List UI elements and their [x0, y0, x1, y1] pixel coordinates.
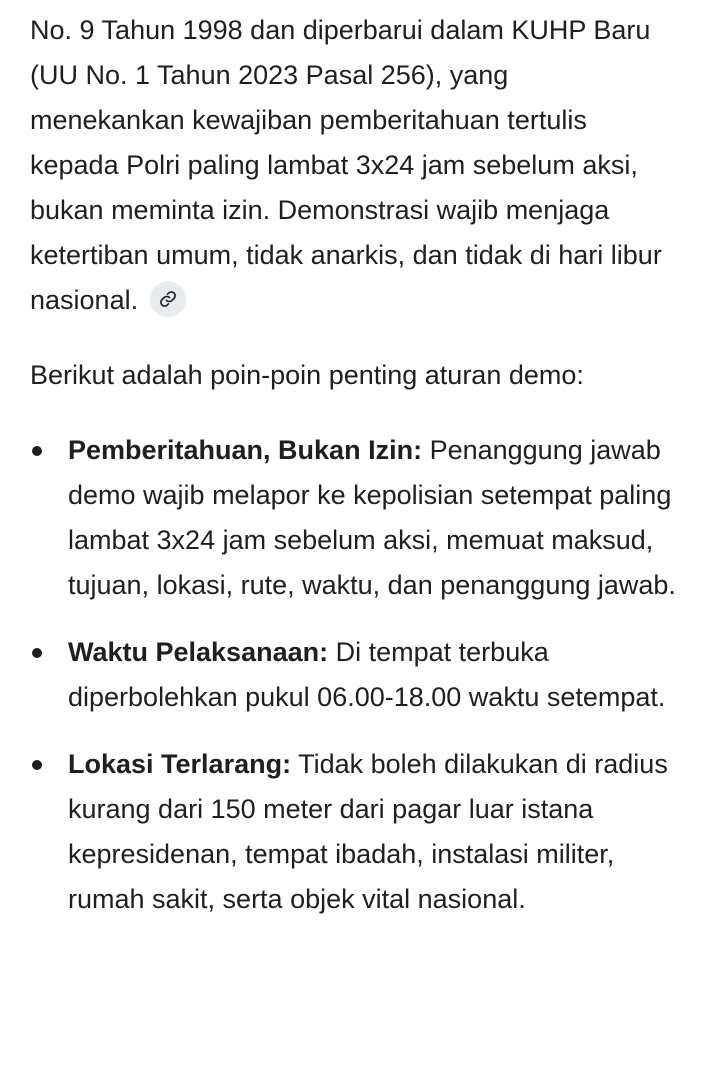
list-item-title: Pemberitahuan, Bukan Izin:: [68, 435, 423, 465]
response-content: [30, 8, 680, 944]
points-intro: Berikut adalah poin-poin penting aturan demo:: [30, 360, 584, 390]
list-item-text: Penanggung jawab demo wajib melapor ke kepolisian setempat paling lambat 3x24 jam sebelum aksi, memuat maksud, tujuan, lokasi, rute, waktu, dan penanggung jawab.: [68, 435, 676, 600]
bullet-icon: [32, 648, 42, 658]
bullet-icon: [32, 446, 42, 456]
list-item-text: Tidak boleh dilakukan di radius kurang dari 150 meter dari pagar luar istana kepresidenan, tempat ibadah, instalasi militer, rumah sakit, serta objek vital nasional.: [68, 749, 668, 914]
source-link-button[interactable]: [150, 281, 186, 317]
list-item-text: Di tempat terbuka diperbolehkan pukul 06.00-18.00 waktu setempat.: [68, 637, 666, 712]
list-item-title: Waktu Pelaksanaan:: [68, 637, 329, 667]
intro-paragraph: [30, 8, 670, 323]
points-list: [30, 428, 680, 922]
list-item-title: Lokasi Terlarang:: [68, 749, 292, 779]
bullet-icon: [32, 760, 42, 770]
list-item: [30, 428, 680, 608]
list-item: [30, 742, 680, 922]
link-icon: [159, 290, 177, 308]
list-item: [30, 630, 680, 720]
intro-paragraph-text: No. 9 Tahun 1998 dan diperbarui dalam KUHP Baru (UU No. 1 Tahun 2023 Pasal 256), yang menekankan kewajiban pemberitahuan tertulis kepada Polri paling lambat 3x24 jam sebelum aksi, bukan meminta izin. Demonstrasi wajib menjaga ketertiban umum, tidak anarkis, dan tidak di hari libur nasional.: [30, 15, 662, 315]
